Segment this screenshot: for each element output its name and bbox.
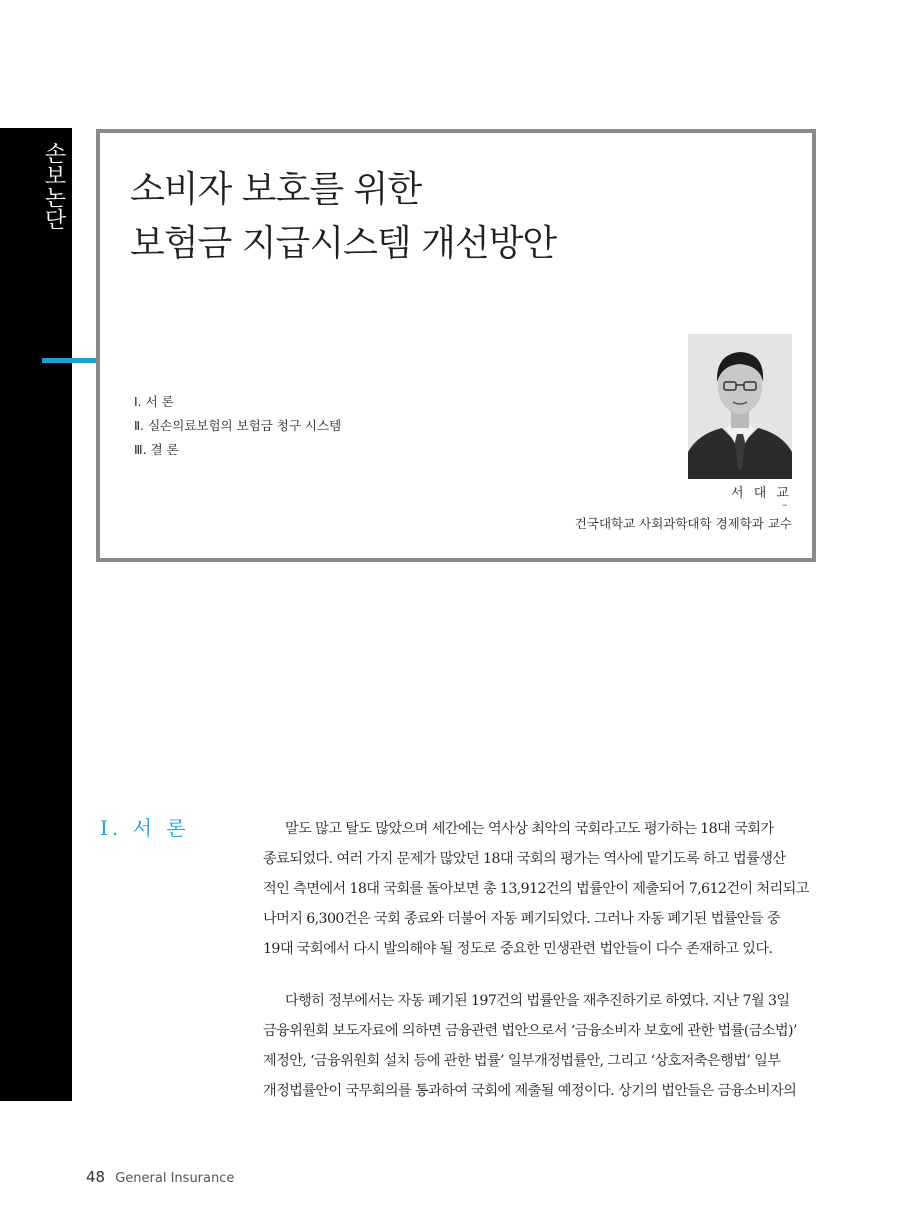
page-footer (86, 1168, 234, 1186)
page-number: 48 (86, 1168, 106, 1186)
author-photo (688, 334, 792, 479)
article-title (130, 163, 556, 271)
paragraph-line: 나머지 6,300건은 국회 종료와 더불어 자동 폐기되었다. 그러나 자동 폐기된 법률안들 중 (263, 911, 781, 927)
author-affiliation: 건국대학교 사회과학대학 경제학과 교수 (574, 516, 792, 531)
body-paragraph-1 (263, 814, 825, 964)
side-band (0, 128, 72, 1101)
paragraph-line: 다행히 정부에서는 자동 폐기된 197건의 법률안을 재추진하기로 하였다. 지난 7월 3일 (285, 993, 790, 1009)
section-category-label: 손보논단 (41, 142, 66, 230)
paragraph-line: 적인 측면에서 18대 국회를 돌아보면 총 13,912건의 법률안이 제출되어 7,612건이 처리되고 (263, 881, 809, 897)
article-title-line-2: 보험금 지급시스템 개선방안 (130, 223, 557, 264)
section-heading: Ⅰ. 서 론 (100, 816, 190, 840)
author-name: 서 대 교 (731, 486, 792, 501)
body-paragraph-2 (263, 986, 825, 1106)
toc-item-1: Ⅰ. 서 론 (134, 394, 174, 409)
publication-name: General Insurance (115, 1171, 235, 1186)
paragraph-line: 말도 많고 탈도 많았으며 세간에는 역사상 최악의 국회라고도 평가하는 18대 국회가 (285, 821, 774, 837)
article-title-line-1: 소비자 보호를 위한 (130, 169, 422, 210)
paragraph-line: 종료되었다. 여러 가지 문제가 많았던 18대 국회의 평가는 역사에 맡기도록 하고 법률생산 (263, 851, 786, 867)
toc-item-2: Ⅱ. 실손의료보험의 보험금 청구 시스템 (134, 418, 342, 433)
toc-item-3: Ⅲ. 결 론 (134, 442, 179, 457)
paragraph-line: 19대 국회에서 다시 발의해야 될 정도로 중요한 민생관련 법안들이 다수 존재하고 있다. (263, 941, 773, 957)
paragraph-line: 금융위원회 보도자료에 의하면 금융관련 법안으로서 ‘금융소비자 보호에 관한 법률(금소법)’ (263, 1023, 797, 1039)
author-portrait-icon (688, 334, 792, 479)
paragraph-line: 제정안, ‘금융위원회 설치 등에 관한 법률’ 일부개정법률안, 그리고 ‘상호저축은행법’ 일부 (263, 1053, 781, 1069)
paragraph-line: 개정법률안이 국무회의를 통과하여 국회에 제출될 예정이다. 상기의 법안들은 금융소비자의 (263, 1083, 797, 1099)
author-dash: – (782, 498, 788, 511)
table-of-contents (134, 390, 341, 462)
